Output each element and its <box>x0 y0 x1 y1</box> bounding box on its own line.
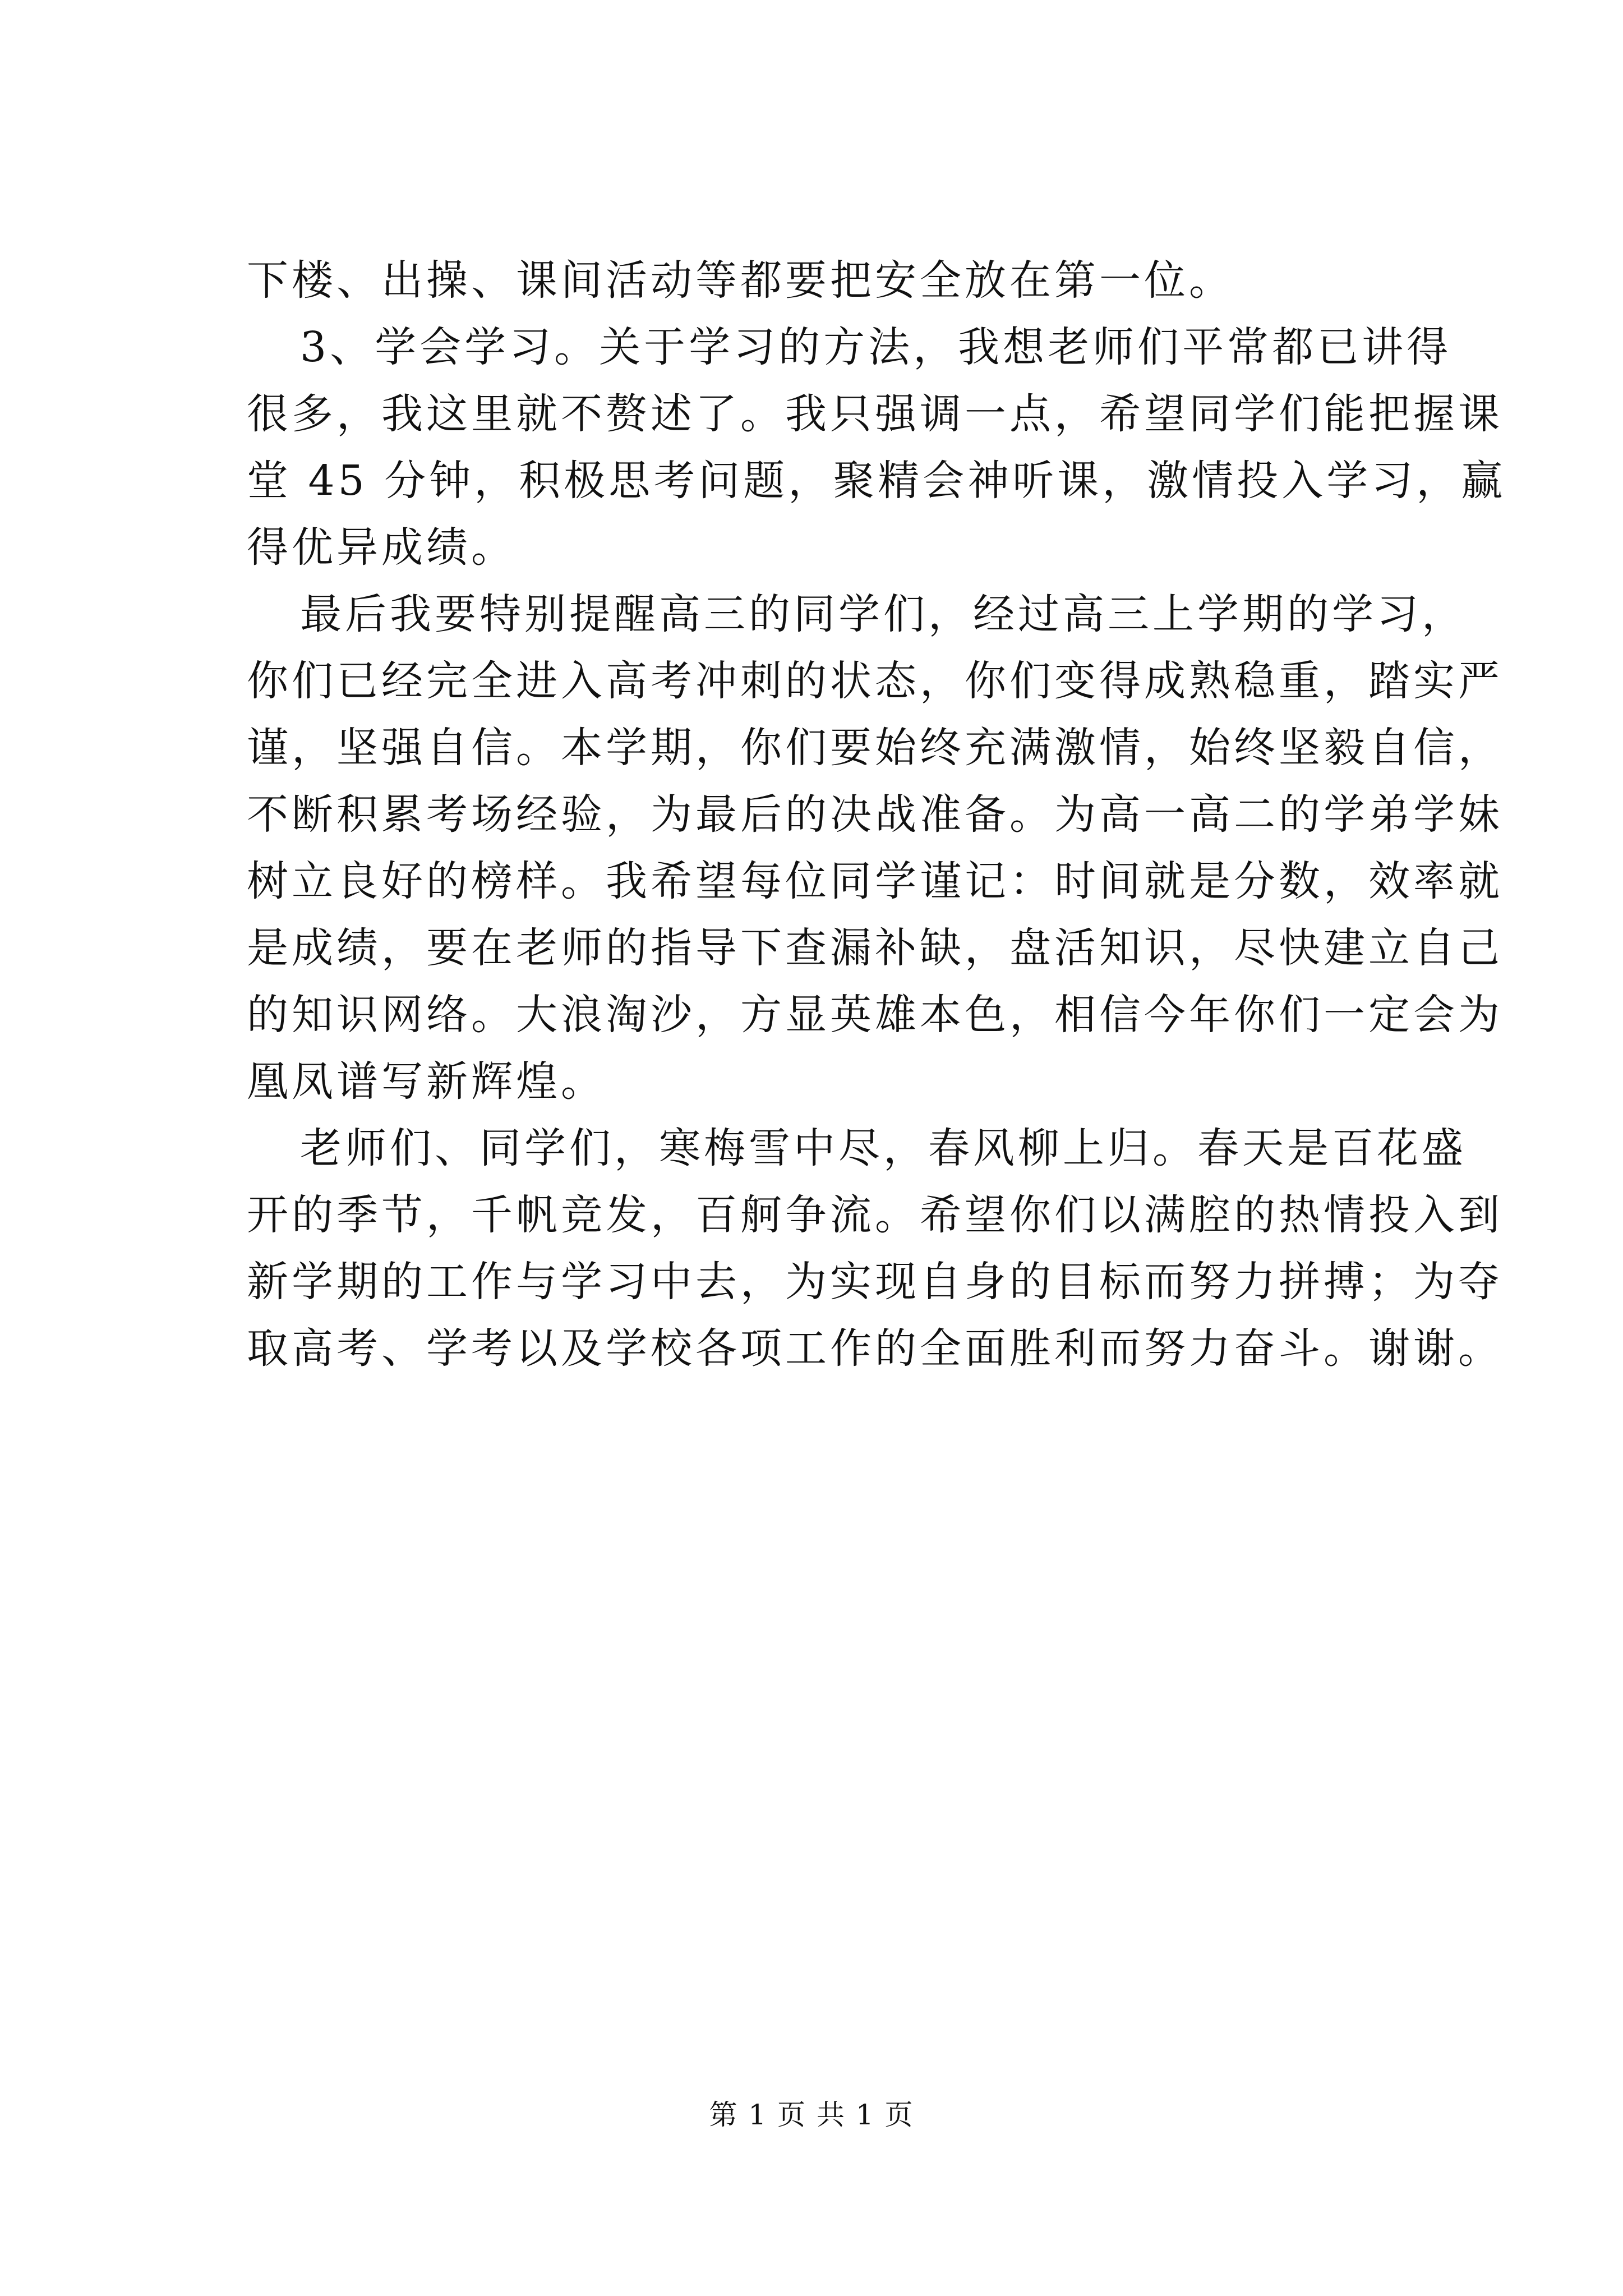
text-line: 不断积累考场经验，为最后的决战准备。为高一高二的学弟学妹 <box>247 790 1503 839</box>
text-line: 谨，坚强自信。本学期，你们要始终充满激情，始终坚毅自信， <box>247 724 1503 772</box>
text-line: 3、学会学习。关于学习的方法，我想老师们平常都已讲得 <box>300 323 1452 371</box>
text-line: 很多，我这里就不赘述了。我只强调一点，希望同学们能把握课 <box>247 390 1503 438</box>
text-line: 树立良好的榜样。我希望每位同学谨记：时间就是分数，效率就 <box>247 857 1503 905</box>
text-line: 堂 45 分钟，积极思考问题，聚精会神听课，激情投入学习，赢 <box>247 457 1506 505</box>
text-line: 最后我要特别提醒高三的同学们，经过高三上学期的学习， <box>300 590 1467 638</box>
text-line: 你们已经完全进入高考冲刺的状态，你们变得成熟稳重，踏实严 <box>247 657 1503 705</box>
text-line: 取高考、学考以及学校各项工作的全面胜利而努力奋斗。谢谢。 <box>247 1324 1503 1373</box>
text-line: 得优异成绩。 <box>247 523 516 572</box>
page-number-footer: 第 1 页 共 1 页 <box>709 2099 914 2131</box>
text-line: 新学期的工作与学习中去，为实现自身的目标而努力拼搏；为夺 <box>247 1258 1503 1306</box>
text-line: 下楼、出操、课间活动等都要把安全放在第一位。 <box>247 256 1234 305</box>
text-line: 开的季节，千帆竞发，百舸争流。希望你们以满腔的热情投入到 <box>247 1191 1503 1239</box>
text-line: 的知识网络。大浪淘沙，方显英雄本色，相信今年你们一定会为 <box>247 991 1503 1039</box>
text-line: 凰凤谱写新辉煌。 <box>247 1057 606 1106</box>
text-line: 是成绩，要在老师的指导下查漏补缺，盘活知识，尽快建立自己 <box>247 924 1503 972</box>
document-body <box>247 255 1506 1390</box>
text-line: 老师们、同学们，寒梅雪中尽，春风柳上归。春天是百花盛 <box>300 1124 1467 1172</box>
